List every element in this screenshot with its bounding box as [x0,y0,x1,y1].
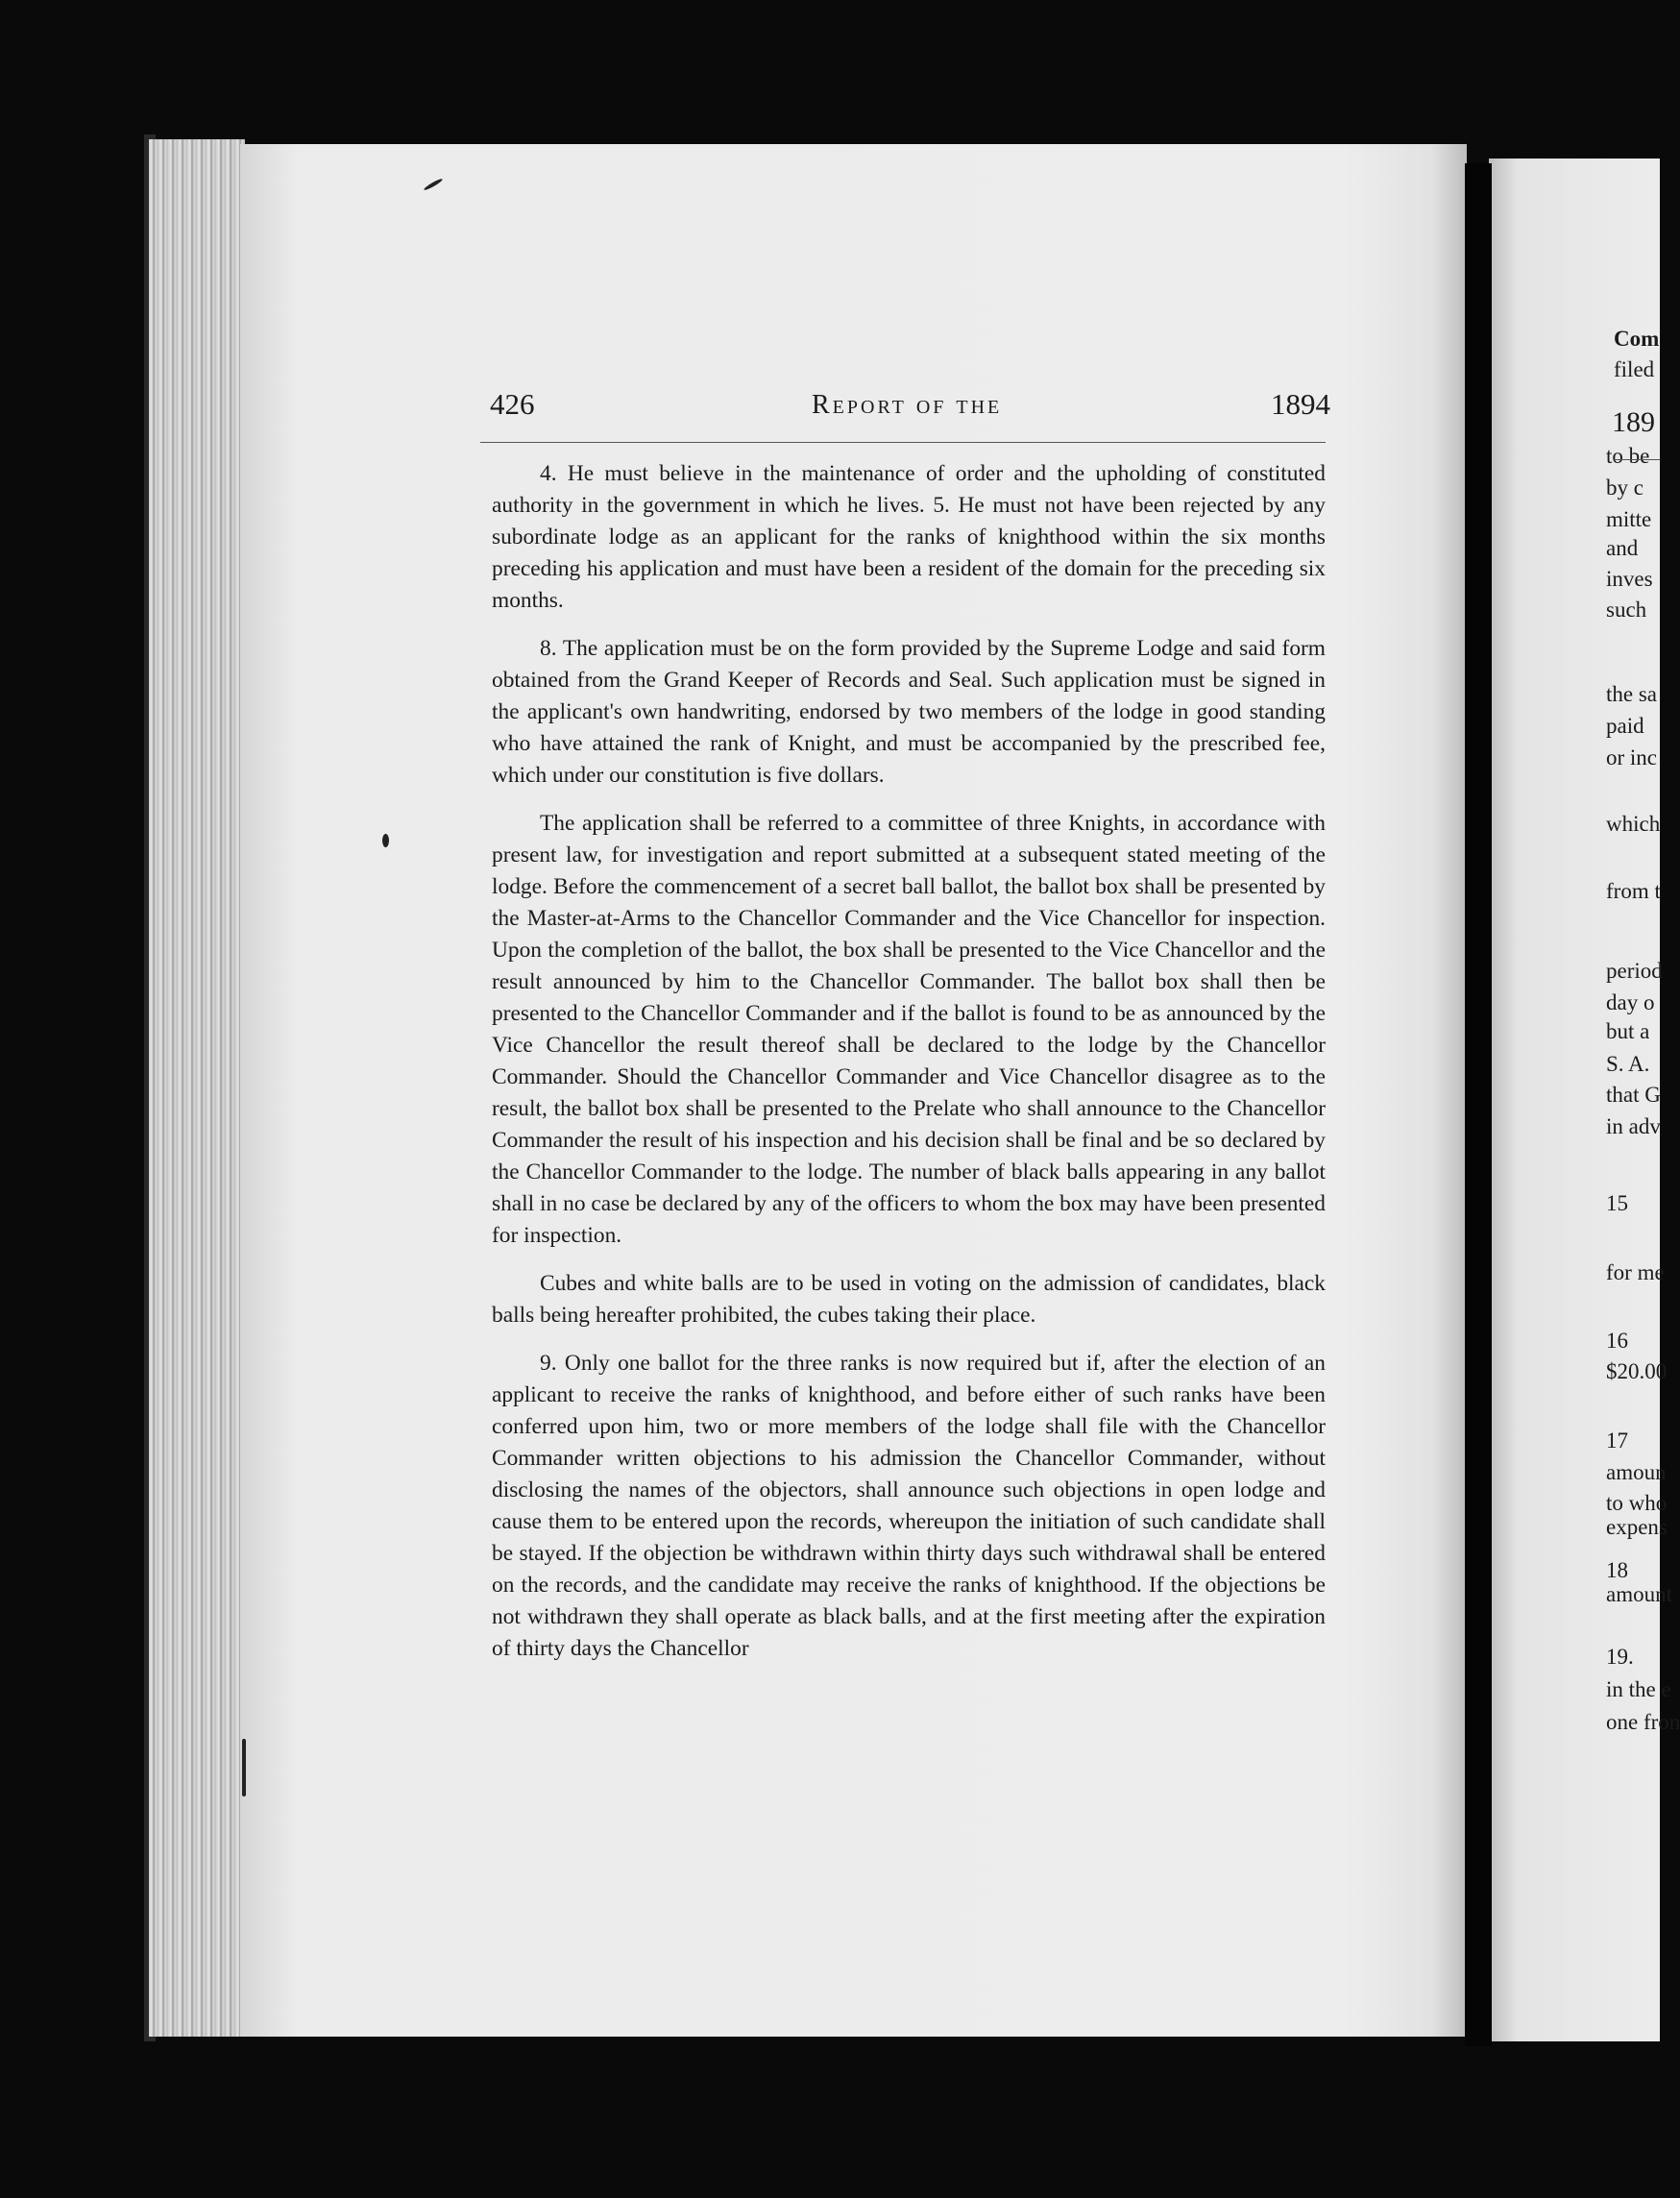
right-page-line: mitte [1606,507,1652,531]
book-page-edges [149,139,245,2037]
page-gutter [1465,163,1492,2046]
paragraph-4: 4. He must believe in the maintenance of order and the upholding of constituted authority in the government in which he lives. 5. He must not have been rejected by any subordinate lodge as an applicant for the ranks of knighthood within the six months preceding his application and must have been a resident of the domain for the preceding six months. [492,461,1326,613]
paragraph-8: 8. The application must be on the form provided by the Supreme Lodge and said form obtained from the Grand Keeper of Records and Seal. Such application must be signed in the applicant's own handwriting, endorsed by two members of the lodge in good standing who have attained the rank of Knight, and must be accompanied by the prescribed fee, which under our constitution is five dollars. [492,636,1326,788]
right-page-line: for me [1606,1260,1665,1284]
right-page-line: S. A. [1606,1052,1650,1076]
right-page-line: Com [1614,327,1660,351]
header-year: 1894 [1271,387,1330,421]
right-page-line: from t [1606,879,1661,903]
right-page-line: paid [1606,714,1644,738]
right-page-line: expens [1606,1515,1668,1539]
right-page-fragments [1489,159,1680,2041]
running-title: Report of the [812,390,1003,420]
right-page-line: and [1606,536,1639,560]
right-header: 189 [1612,406,1655,438]
right-page-line: inves [1606,567,1653,591]
right-page-line: $20.00 [1606,1359,1668,1383]
right-page-line: to be [1606,444,1650,468]
right-page-line: filed [1614,357,1655,381]
right-page-line: 15 [1606,1191,1628,1215]
right-page-line: that G [1606,1083,1661,1107]
right-page-line: day o [1606,990,1655,1014]
right-page-line: in adv [1606,1114,1661,1138]
right-page-line: such [1606,598,1647,622]
right-page-line: to who [1606,1491,1668,1515]
paragraph-cubes: Cubes and white balls are to be used in voting on the admission of candidates, black balls being hereafter prohibited, the cubes taking their place. [492,1271,1326,1328]
right-page-line: but a [1606,1019,1650,1043]
right-header-rule [1614,459,1660,460]
ink-speck [382,834,389,847]
right-page-line: the sa [1606,682,1658,706]
right-page-line: one fron [1606,1710,1680,1734]
right-page-line: 19. [1606,1645,1634,1669]
right-page-line: 17 [1606,1429,1628,1453]
header-rule [480,442,1326,443]
right-page-line: period [1606,959,1663,983]
right-page-line: 16 [1606,1329,1628,1353]
page-header [490,387,1330,426]
right-page-line: 18 [1606,1558,1628,1582]
right-page-line: by c [1606,476,1643,500]
body-text [492,458,1326,1681]
right-page-line: or inc [1606,745,1658,769]
right-page-line: in the e [1606,1677,1671,1701]
right-page-line: amount [1606,1582,1672,1606]
ink-mark [242,1739,246,1796]
paragraph-ballot: The application shall be referred to a committee of three Knights, in accordance with present law, for investigation and report submitted at a subsequent stated meeting of the lodge. Before the commencement of a secret ball ballot, the ballot box shall be presented by the Master-at-Arms to the Chancellor Commander and the Vice Chancellor for inspection. Upon the completion of the ballot, the box shall be presented to the Vice Chancellor and the result announced by him to the Chancellor Commander. The ballot box shall then be presented to the Chancellor Commander and if the ballot is found to be as announced by the Vice Chancellor the result thereof shall be declared to the lodge by the Chancellor Commander. Should the Chancellor Commander and Vice Chancellor disagree as to the result, the ballot box shall be presented to the Prelate who shall announce to the Chancellor Commander the result of his inspection and his decision shall be final and be so declared by the Chancellor Commander to the lodge. The number of black balls appearing in any ballot shall in no case be declared by any of the officers to whom the box may have been presented for inspection. [492,811,1326,1248]
right-page-line: amoun [1606,1460,1667,1484]
right-page-line: which [1606,812,1661,836]
page-number: 426 [490,387,535,421]
paragraph-9: 9. Only one ballot for the three ranks is now required but if, after the election of an applicant to receive the ranks of knighthood, and before either of such ranks have been conferred upon him, two or more members of the lodge shall file with the Chancellor Commander written objections to his admission the Chancellor Commander, without disclosing the names of the objectors, shall announce such objections in open lodge and cause them to be entered upon the records, whereupon the initiation of such candidate shall be stayed. If the objection be withdrawn within thirty days such withdrawal shall be entered on the records, and the candidate may receive the ranks of knighthood. If the objections be not withdrawn they shall operate as black balls, and at the first meeting after the expiration of thirty days the Chancellor [492,1351,1326,1661]
